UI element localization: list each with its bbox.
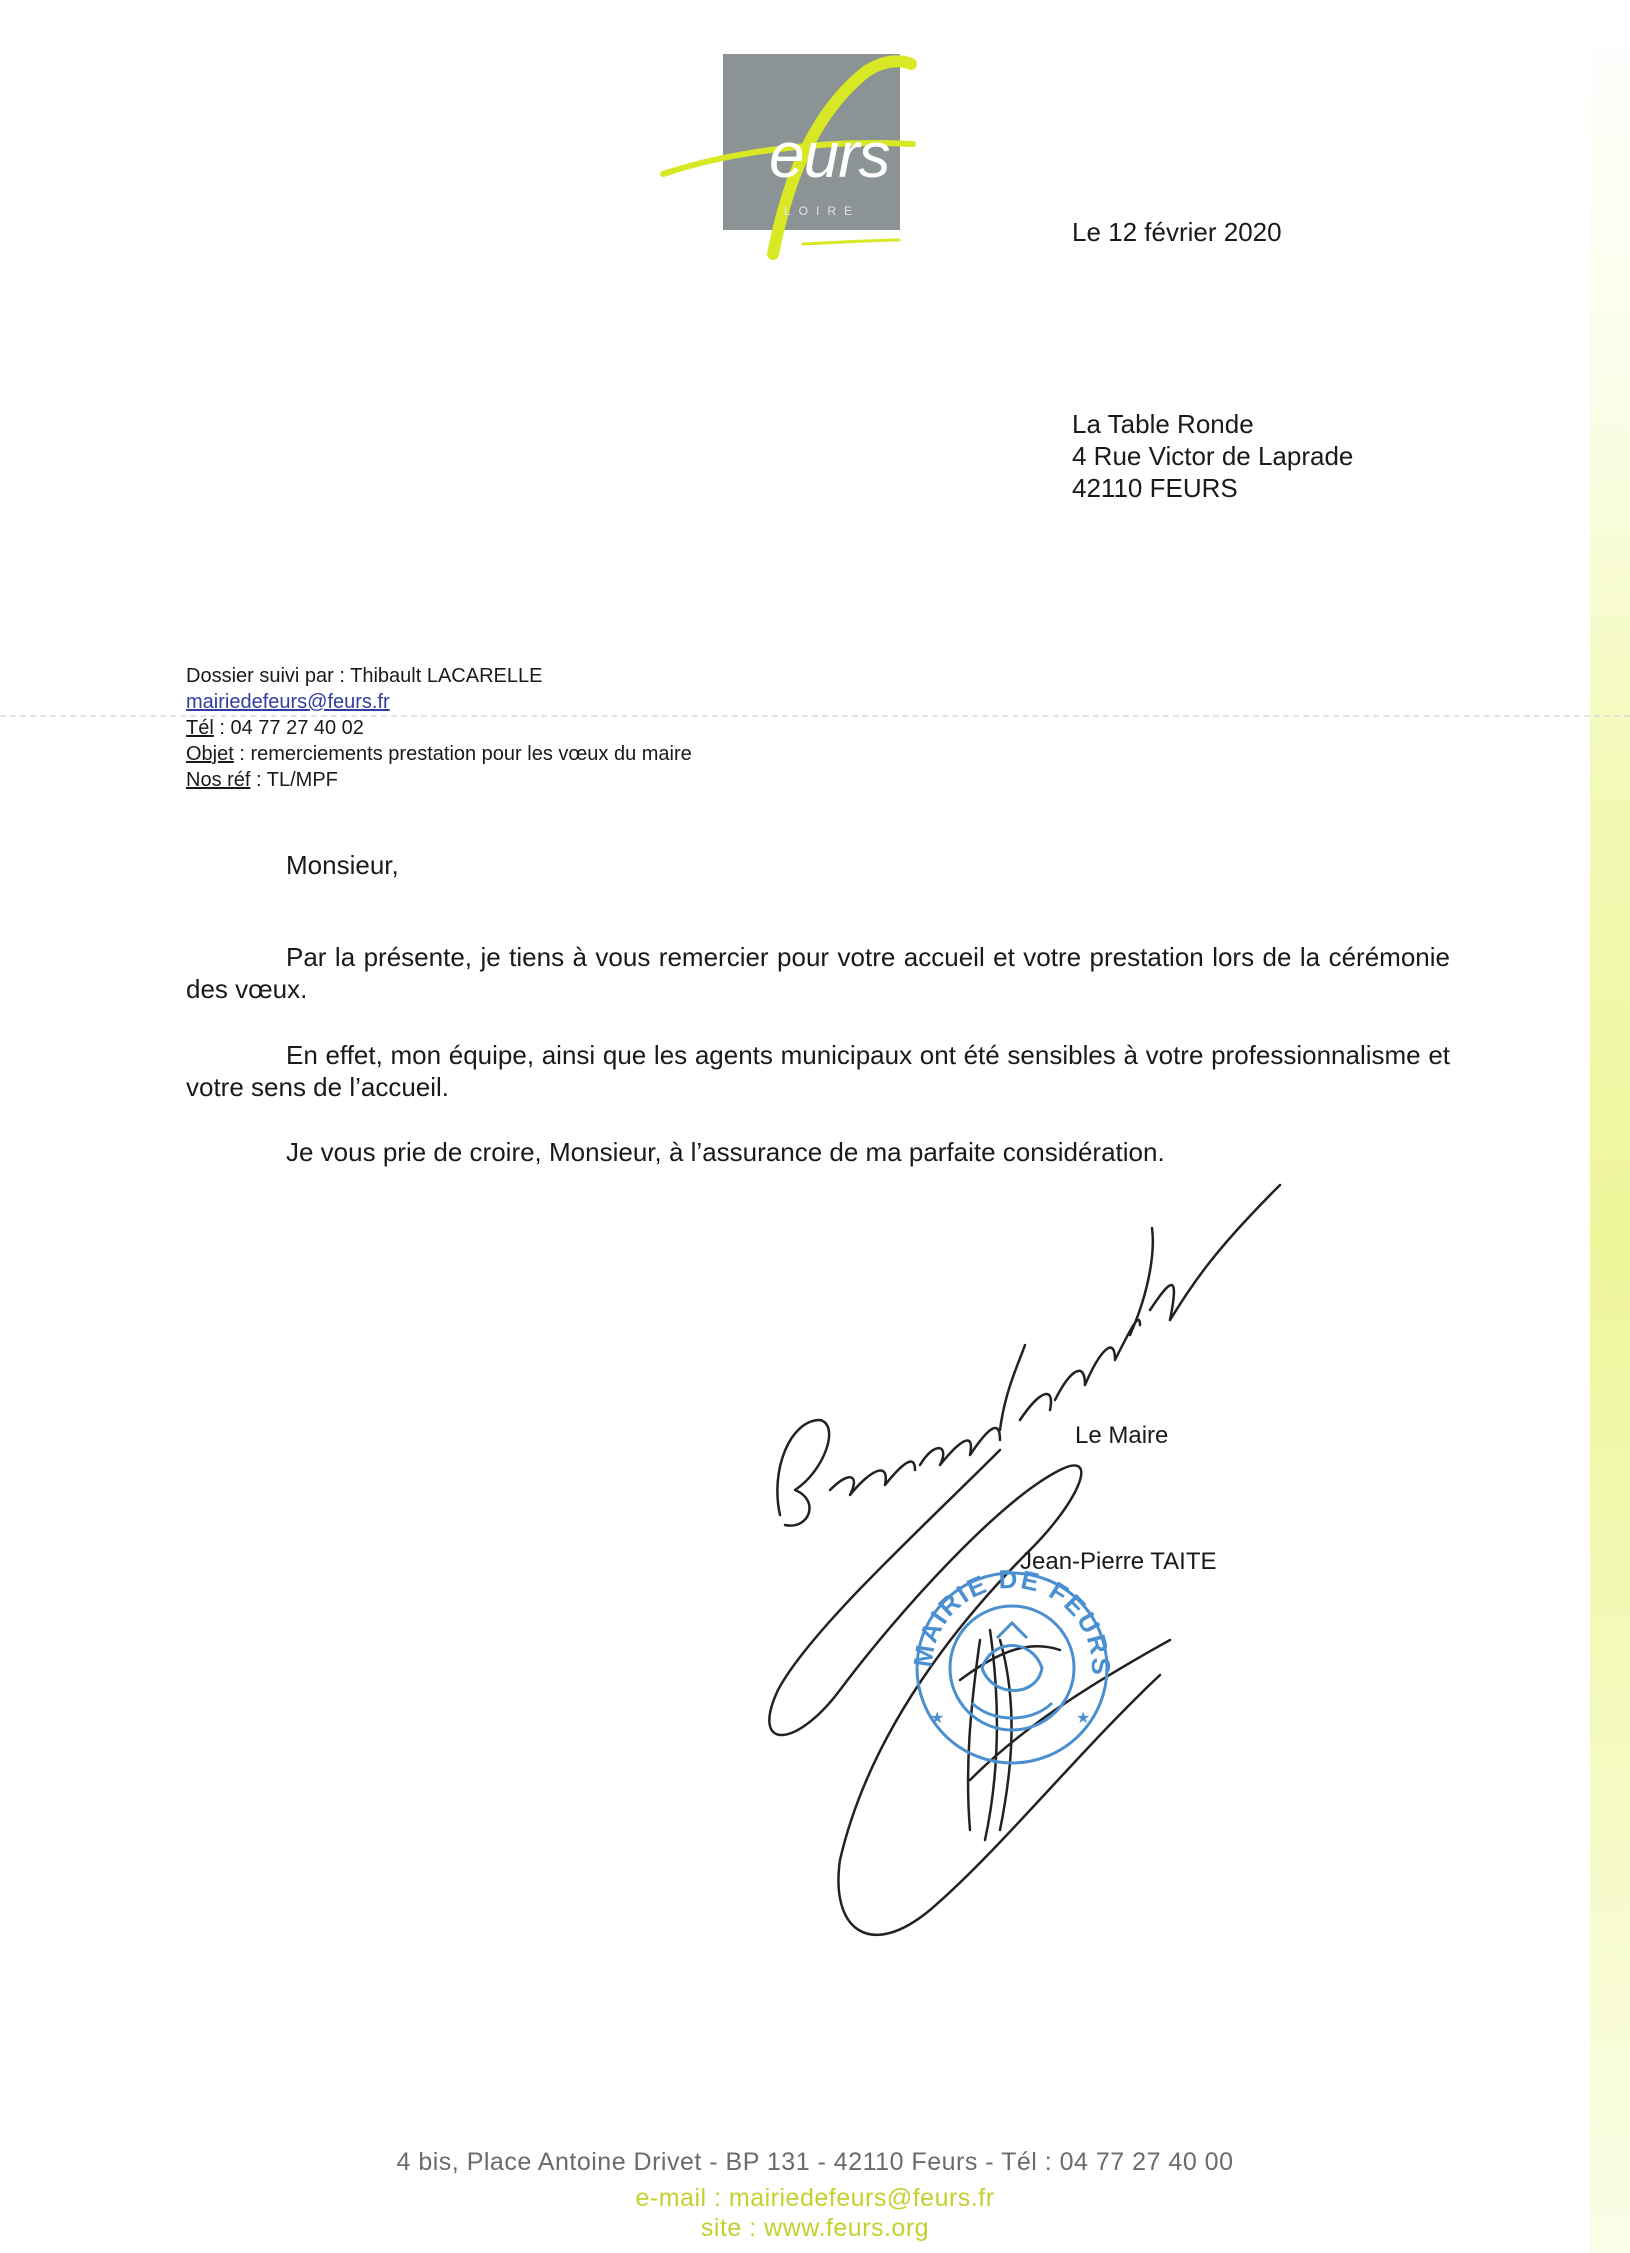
recipient-street: 4 Rue Victor de Laprade [1072, 441, 1354, 471]
svg-text:★: ★ [930, 1708, 945, 1727]
objet-line [186, 741, 692, 767]
salutation: Monsieur, [286, 850, 399, 880]
feurs-logo [723, 54, 900, 230]
closing-line: Je vous prie de croire, Monsieur, à l’assurance de ma parfaite considération. [286, 1137, 1165, 1167]
mayor-name: Jean-Pierre TAITE [1020, 1548, 1217, 1575]
objet-label: Objet [186, 743, 234, 765]
paragraph-2: En effet, mon équipe, ainsi que les agents municipaux ont été sensibles à votre professionnalisme et votre sens de l’accueil. [186, 1040, 1450, 1102]
paragraph-1: Par la présente, je tiens à vous remercier pour votre accueil et votre prestation lors de la cérémonie des vœux. [186, 942, 1450, 1004]
recipient-city: 42110 FEURS [1072, 473, 1238, 503]
official-stamp-icon [902, 1558, 1122, 1768]
logo-subtitle: LOIRE [783, 204, 860, 218]
tel-line [186, 715, 692, 741]
objet-value: : remerciements prestation pour les vœux du maire [233, 743, 692, 765]
ref-value: : TL/MPF [250, 769, 338, 791]
tel-value: : 04 77 27 40 02 [213, 717, 364, 739]
svg-text:★: ★ [1076, 1708, 1091, 1727]
recipient-name: La Table Ronde [1072, 409, 1254, 439]
svg-text:MAIRIE DE FEURS [907, 1564, 1116, 1677]
footer-email: e-mail : mairiedefeurs@feurs.fr [635, 2184, 995, 2212]
logo-word: eurs [769, 119, 890, 191]
scan-edge-strip [1590, 0, 1630, 2253]
ref-line [186, 767, 692, 793]
mayor-title: Le Maire [1075, 1422, 1169, 1449]
reference-block [186, 663, 692, 793]
footer-site: site : www.feurs.org [700, 2214, 930, 2242]
email-link[interactable]: mairiedefeurs@feurs.fr [186, 691, 390, 713]
dossier-line: Dossier suivi par : Thibault LACARELLE [186, 665, 543, 687]
tel-label: Tél [186, 717, 214, 739]
ref-label: Nos réf [186, 769, 251, 791]
recipient-address [1072, 408, 1353, 504]
letter-date: Le 12 février 2020 [1072, 217, 1282, 247]
footer-address: 4 bis, Place Antoine Drivet - BP 131 - 42110 Feurs - Tél : 04 77 27 40 00 [396, 2148, 1234, 2176]
stamp-text: MAIRIE DE FEURS [907, 1563, 1117, 1677]
